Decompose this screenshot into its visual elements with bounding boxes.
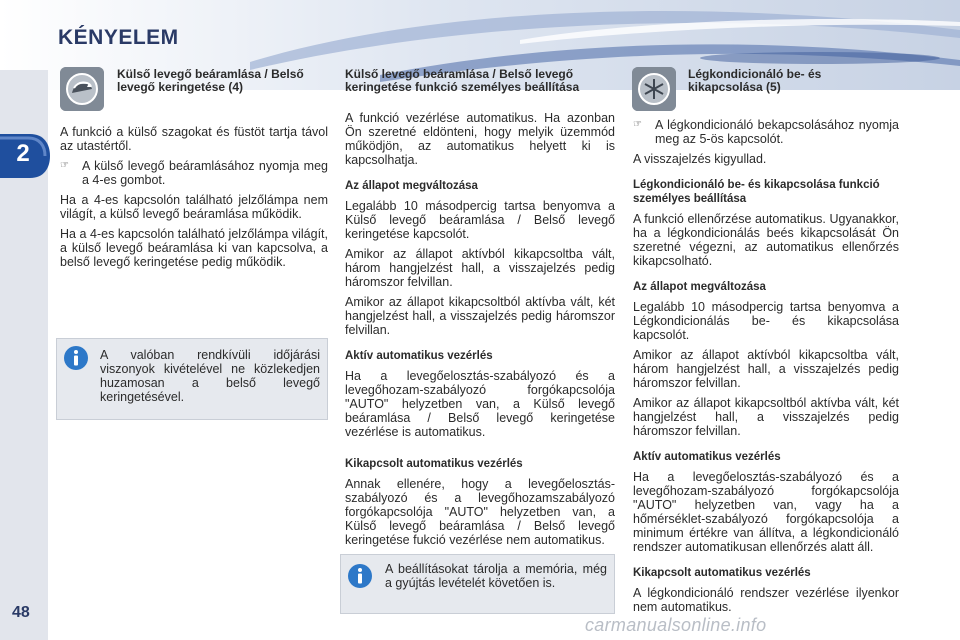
info-icon xyxy=(347,563,373,589)
snowflake-ac-icon xyxy=(632,67,676,111)
paragraph: A funkció vezérlése automatikus. Ha azonban Ön szeretné eldönteni, hogy melyik üzemmód működjön, az automatikus helyett ki is kapcsolhatja. xyxy=(345,111,615,167)
paragraph: Ha a levegőelosztás-szabályozó és a levegőhozam-szabályozó forgókapcsolója "AUTO" helyzetben van, a Külső levegő beáramlása / Belső levegő keringetése vezérlése is automatikus. xyxy=(345,369,615,439)
paragraph: Ha a 4-es kapcsolón található jelzőlámpa nem világít, a külső levegő beáramlása működik. xyxy=(60,193,328,221)
section-title-recirculation: Külső levegő beáramlása / Belső levegő keringetése (4) xyxy=(117,67,304,94)
bullet-text: A légkondicionáló bekapcsolásához nyomja meg az 5-ös kapcsolót. xyxy=(655,118,899,146)
page-number: 48 xyxy=(12,604,30,621)
paragraph: Ha a 4-es kapcsolón található jelzőlámpa világít, a külső levegő beáramlása ki van kapcsolva, a belső levegő keringetése pedig működik. xyxy=(60,227,328,269)
subheading: Az állapot megváltozása xyxy=(633,281,766,293)
subheading: Kikapcsolt automatikus vezérlés xyxy=(345,458,523,470)
paragraph: Amikor az állapot aktívból kikapcsoltba vált, három hangjelzést hall, a visszajelzés pedig háromszor felvillan. xyxy=(633,348,899,390)
chapter-number: 2 xyxy=(16,140,30,167)
subheading: Az állapot megváltozása xyxy=(345,180,478,192)
page-title: KÉNYELEM xyxy=(58,26,179,49)
bullet-item xyxy=(633,118,899,152)
air-recirculation-icon xyxy=(60,67,104,111)
section-title-personal-setting: Külső levegő beáramlása / Belső levegő keringetése funkció személyes beállítása xyxy=(345,67,580,94)
bullet-text: A külső levegő beáramlásához nyomja meg a 4-es gombot. xyxy=(82,159,328,187)
paragraph: A funkció ellenőrzése automatikus. Ugyanakkor, ha a légkondicionálás beés kikapcsolását Ön szeretné végezni, az automatikus ellenőrzés kikapcsolható. xyxy=(633,212,899,268)
paragraph: A visszajelzés kigyullad. xyxy=(633,152,767,166)
bullet-item xyxy=(60,159,328,193)
paragraph: Amikor az állapot aktívból kikapcsoltba vált, három hangjelzést hall, a visszajelzés pedig háromszor felvillan. xyxy=(345,247,615,289)
paragraph: Amikor az állapot kikapcsoltból aktívba vált, két hangjelzést hall, a visszajelzés pedig háromszor felvillan. xyxy=(633,396,899,438)
pointing-hand-icon: ☞ xyxy=(633,119,642,130)
paragraph: Amikor az állapot kikapcsoltból aktívba vált, két hangjelzést hall, a visszajelzés pedig háromszor felvillan. xyxy=(345,295,615,337)
paragraph: A funkció a külső szagokat és füstöt tartja távol az utastértől. xyxy=(60,125,328,153)
paragraph: Legalább 10 másodpercig tartsa benyomva a Légkondicionálás be- és kikapcsolása kapcsolót. xyxy=(633,300,899,342)
subheading: Aktív automatikus vezérlés xyxy=(633,451,781,463)
paragraph: Annak ellenére, hogy a levegőelosztás-szabályozó és a levegőhozamszabályozó forgókapcsolója "AUTO" helyzetben van, a Külső levegő beáramlása / Belső levegő keringetése fukció vezérlése nem automatikus. xyxy=(345,477,615,547)
subheading: Kikapcsolt automatikus vezérlés xyxy=(633,567,811,579)
info-icon xyxy=(63,345,89,371)
paragraph: A légkondicionáló rendszer vezérlése ilyenkor nem automatikus. xyxy=(633,586,899,614)
watermark: carmanualsonline.info xyxy=(585,615,767,635)
info-note: A beállításokat tárolja a memória, még a gyújtás levételét követően is. xyxy=(385,562,607,590)
section-title-ac: Légkondicionáló be- és kikapcsolása (5) xyxy=(688,67,822,94)
pointing-hand-icon: ☞ xyxy=(60,160,69,171)
paragraph: Legalább 10 másodpercig tartsa benyomva a Külső levegő beáramlása / Belső levegő keringetése kapcsolót. xyxy=(345,199,615,241)
paragraph: Ha a levegőelosztás-szabályozó és a levegőhozam-szabályozó forgókapcsolója "AUTO" helyzetben van, vagy ha a hőmérséklet-szabályozó forgókapcsolója a minimum értékre van állítva, a légkondicionáló rendszer automatikusan ellenőrzés alatt áll. xyxy=(633,470,899,554)
info-note: A valóban rendkívüli időjárási viszonyok kivételével ne közlekedjen huzamosan a belső levegő keringetésével. xyxy=(100,348,320,404)
subheading: Légkondicionáló be- és kikapcsolása funkció személyes beállítása xyxy=(633,179,880,205)
subheading: Aktív automatikus vezérlés xyxy=(345,350,493,362)
